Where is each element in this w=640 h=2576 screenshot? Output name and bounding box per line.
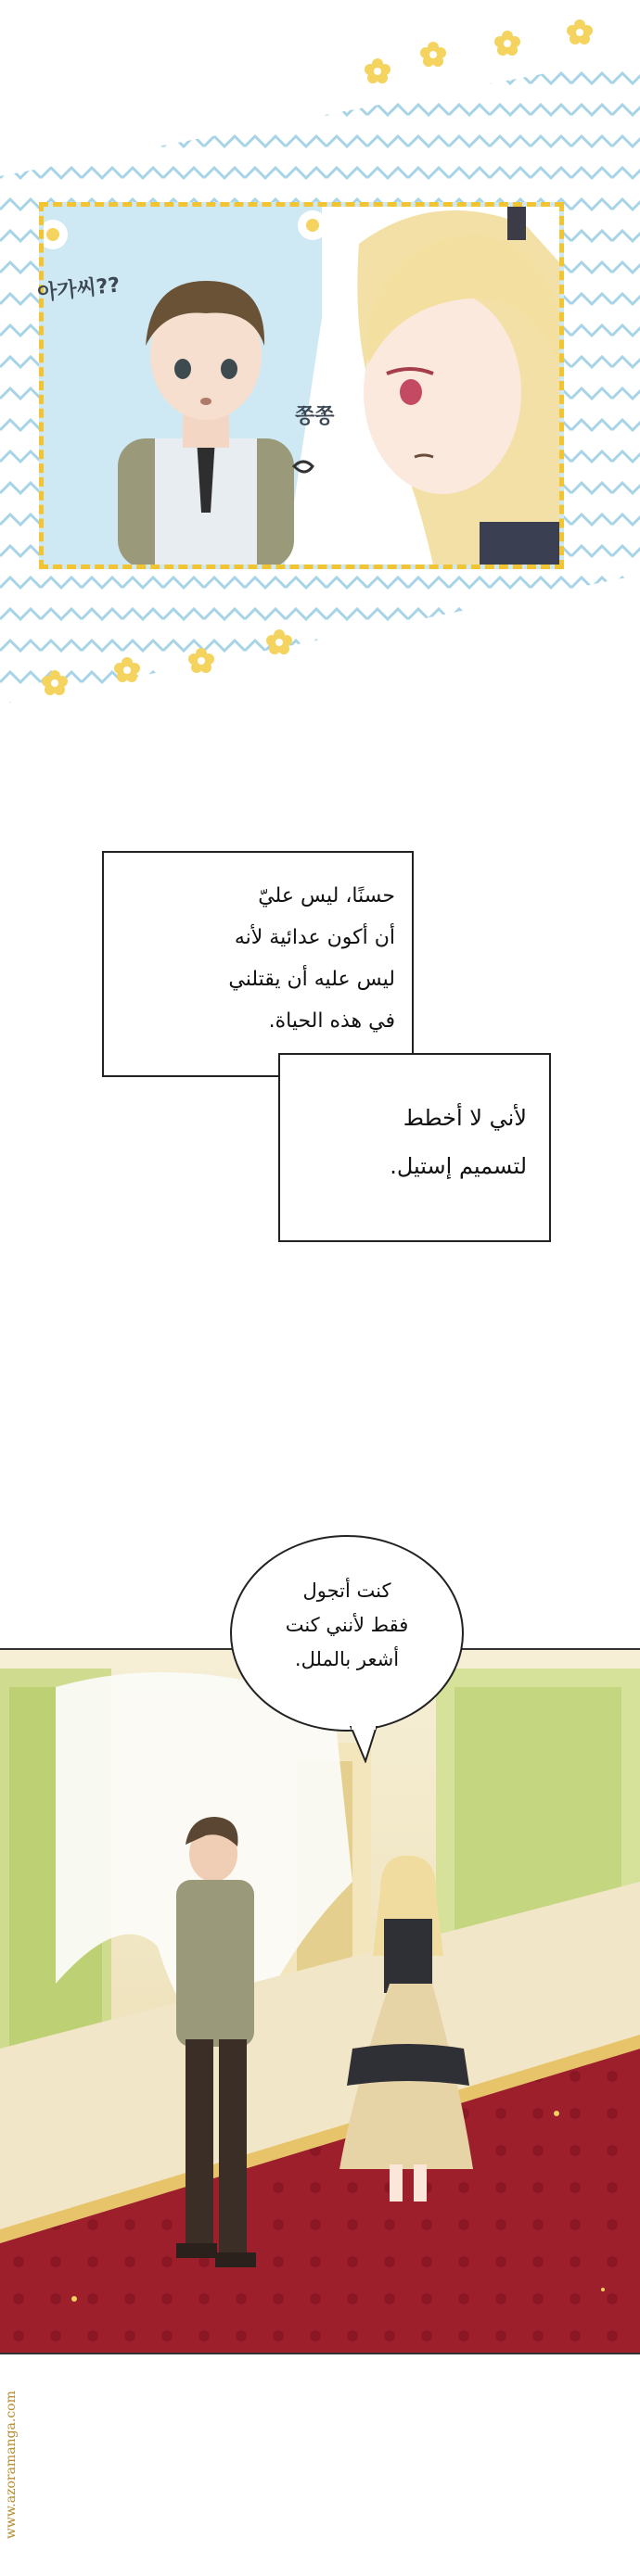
character-reaction-frame [39, 202, 564, 569]
flower-icon [419, 41, 447, 69]
narration-box-1 [102, 851, 414, 1077]
speech-bubble [230, 1535, 464, 1732]
comic-panel-top [0, 0, 640, 704]
flower-icon [187, 647, 215, 675]
sfx-korean-exclamation: 아가씨?? [36, 273, 122, 306]
flower-icon [41, 669, 69, 697]
speech-line: كنت أتجول [302, 1580, 391, 1602]
narration-box-2 [278, 1053, 551, 1242]
character-illustration [44, 207, 559, 565]
speech-line: فقط لأنني كنت [285, 1614, 409, 1636]
speech-line: أشعر بالملل. [294, 1648, 400, 1670]
flower-icon [566, 19, 594, 46]
flower-icon [113, 656, 141, 684]
ballroom-illustration [0, 1650, 640, 2354]
site-watermark: www.azoramanga.com [4, 2391, 19, 2540]
comic-panel-ballroom [0, 1648, 640, 2354]
sfx-small-sound: 쫑쫑 [295, 405, 335, 428]
narration-line: لأني لا أخطط [403, 1105, 527, 1131]
narration-line: ليس عليه أن يقتلني [228, 968, 395, 991]
speech-bubble-tail [349, 1726, 382, 1763]
flower-icon [493, 30, 521, 57]
narration-line: أن أكون عدائية لأنه [234, 926, 395, 949]
narration-line: في هذه الحياة. [268, 1009, 395, 1033]
flower-icon [364, 57, 391, 85]
narration-line: حسنًا، ليس عليّ [258, 884, 395, 907]
flower-icon [265, 628, 293, 656]
narration-line: لتسميم إستيل. [390, 1153, 527, 1179]
